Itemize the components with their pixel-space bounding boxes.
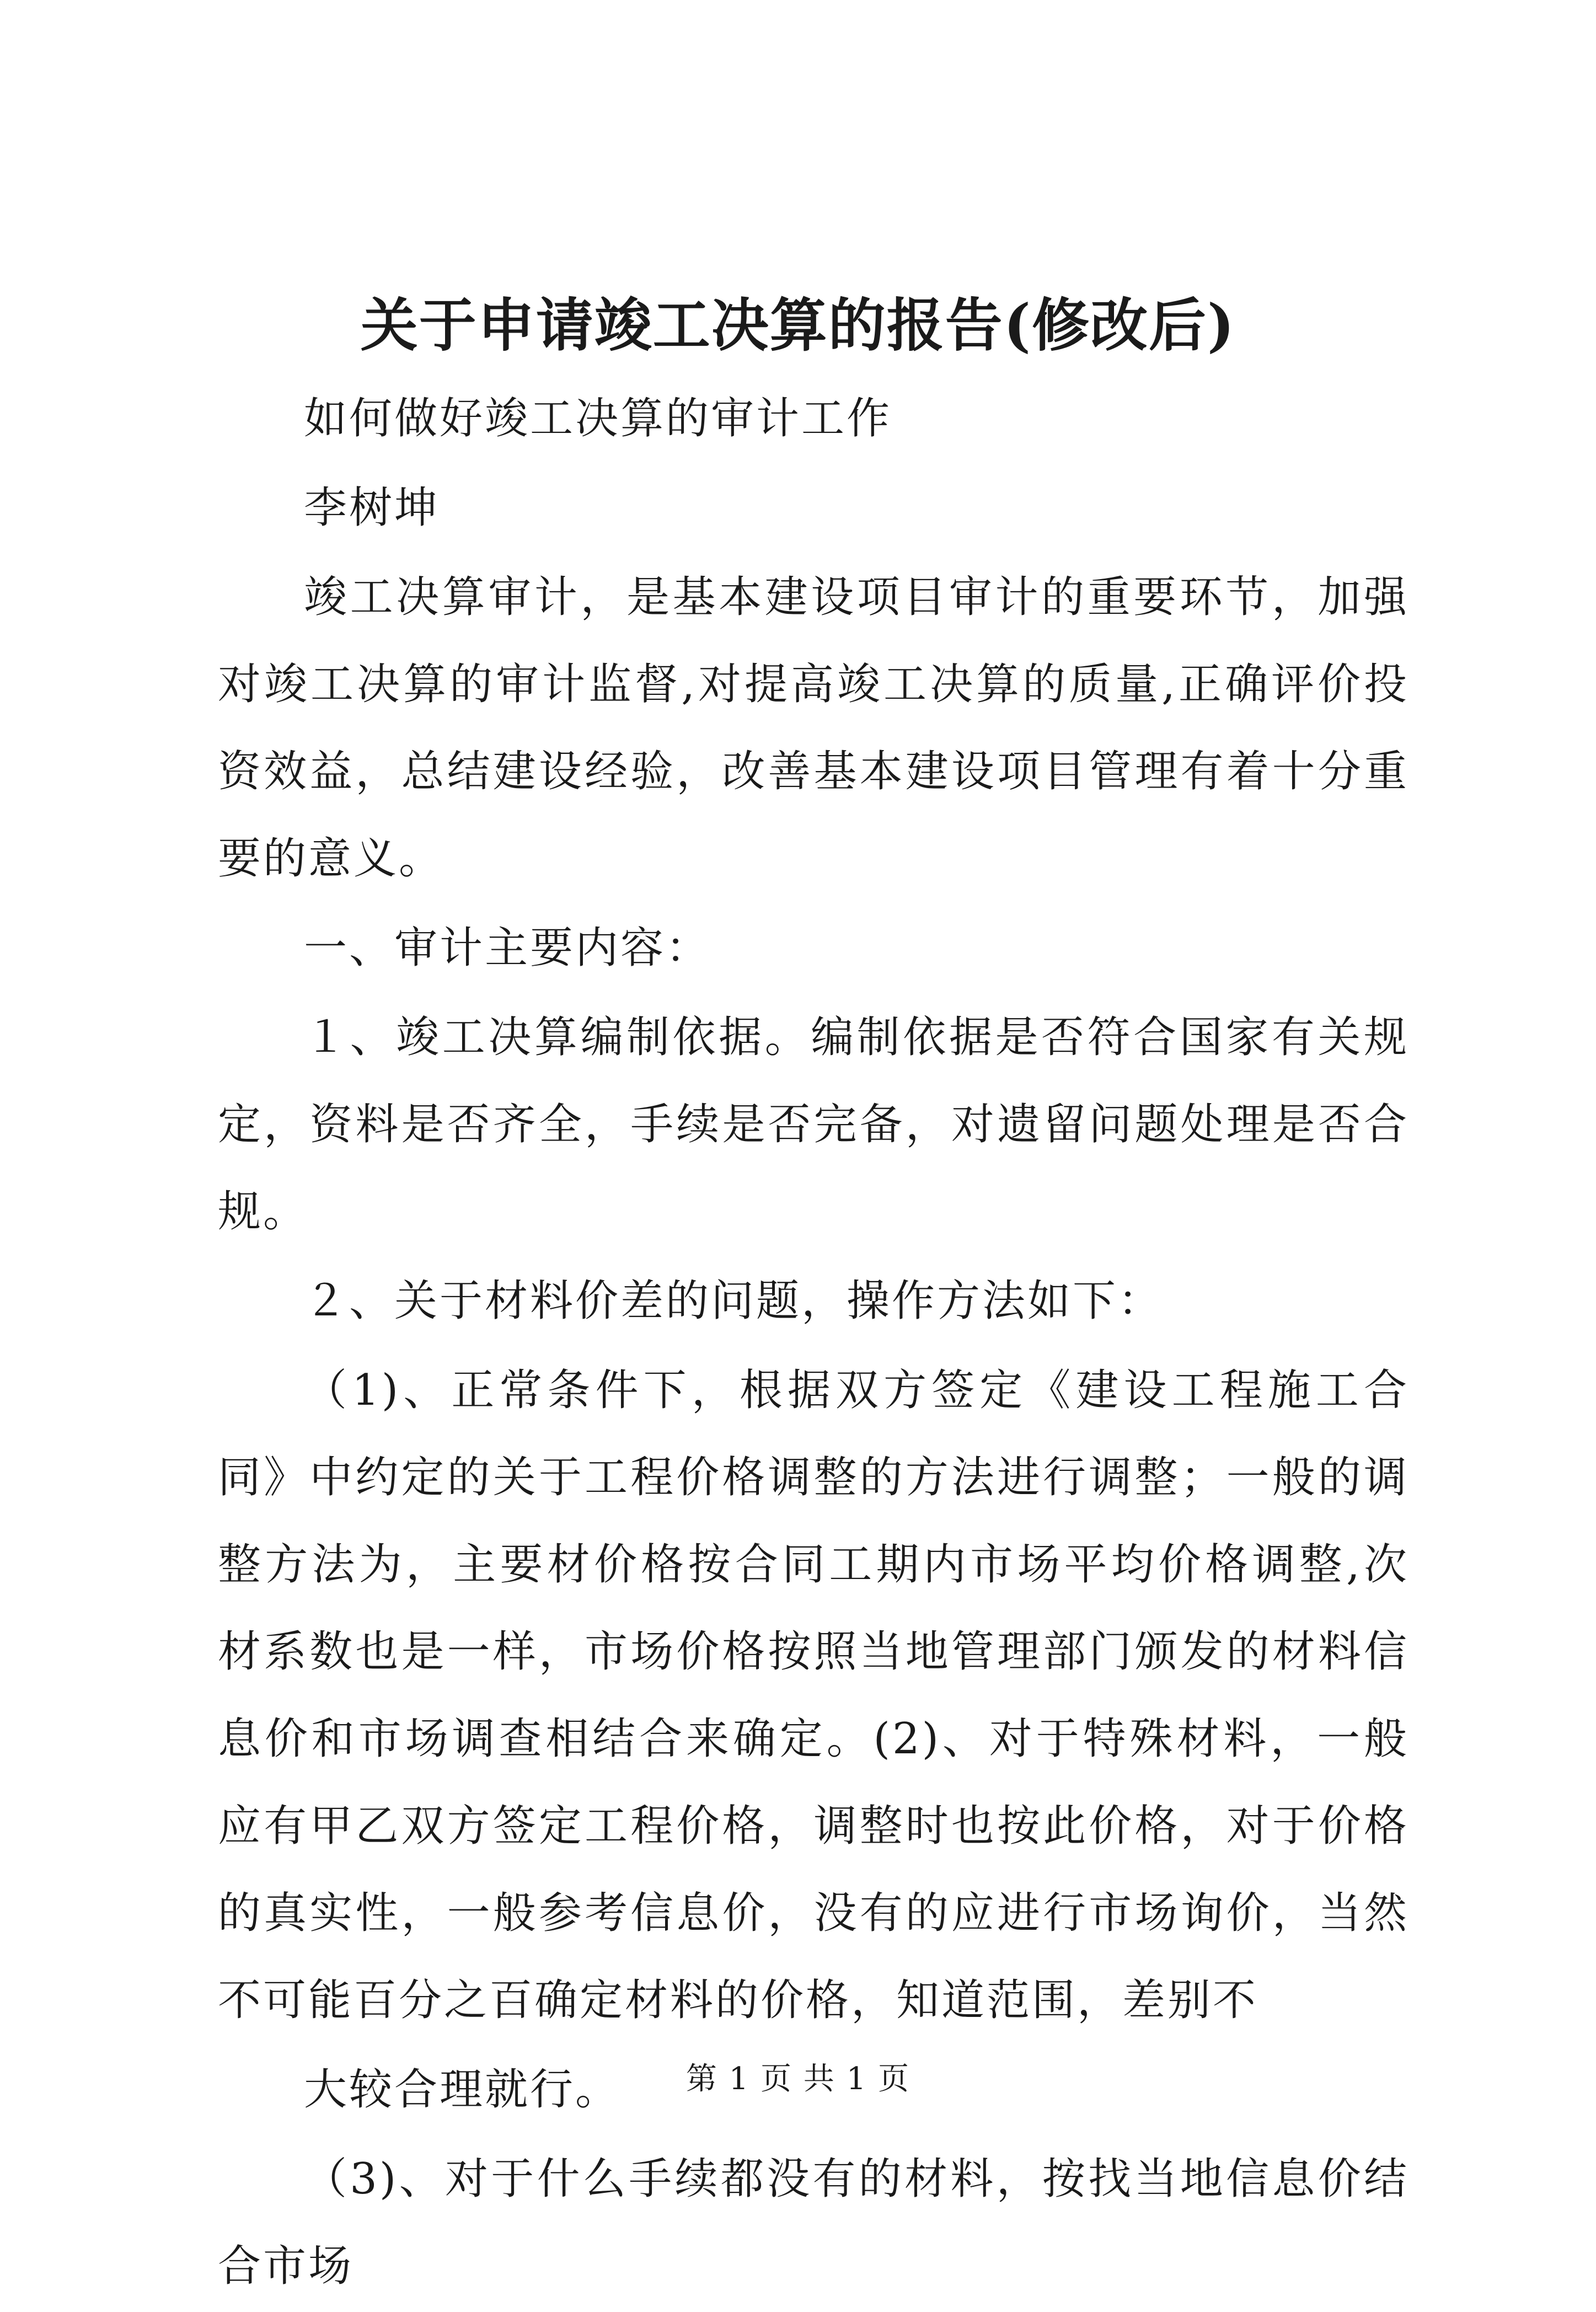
intro-paragraph: 竣工决算审计，是基本建设项目审计的重要环节，加强对竣工决算的审计监督,对提高竣工决算的质量,正确评价投资效益，总结建设经验，改善基本建设项目管理有着十分重要的意义。 [218,572,1409,884]
item-2-sub-3-paragraph: （3)、对于什么手续都没有的材料，按找当地信息价结合市场 [218,2154,1409,2291]
continuation-paragraph: 大较合理就行。 [304,2065,621,2115]
subtitle-paragraph: 如何做好竣工决算的审计工作 [304,394,892,443]
section-heading: 一、审计主要内容： [304,923,711,973]
item-2-paragraph: ２、关于材料价差的问题，操作方法如下： [304,1276,1164,1326]
item-2-sub-1-paragraph: （1)、正常条件下，根据双方签定《建设工程施工合同》中约定的关于工程价格调整的方法进行调整；一般的调整方法为，主要材价格按合同工期内市场平均价格调整,次材系数也是一样，市场价格按照当地管理部门颁发的材料信息价和市场调查相结合来确定。(2)、对于特殊材料，一般应有甲乙双方签定工程价格，调整时也按此价格，对于价格的真实性，一般参考信息价，没有的应进行市场询价，当然不可能百分之百确定材料的价格，知道范围，差别不 [218,1366,1409,2025]
page-footer: 第 1 页 共 1 页 [685,2061,911,2097]
author-paragraph: 李树坤 [304,483,440,533]
document-title: 关于申请竣工决算的报告(修改后) [360,291,1236,359]
item-1-paragraph: １、竣工决算编制依据。编制依据是否符合国家有关规定，资料是否齐全，手续是否完备，对遗留问题处理是否合规。 [218,1013,1409,1237]
document-body [218,375,1409,2312]
